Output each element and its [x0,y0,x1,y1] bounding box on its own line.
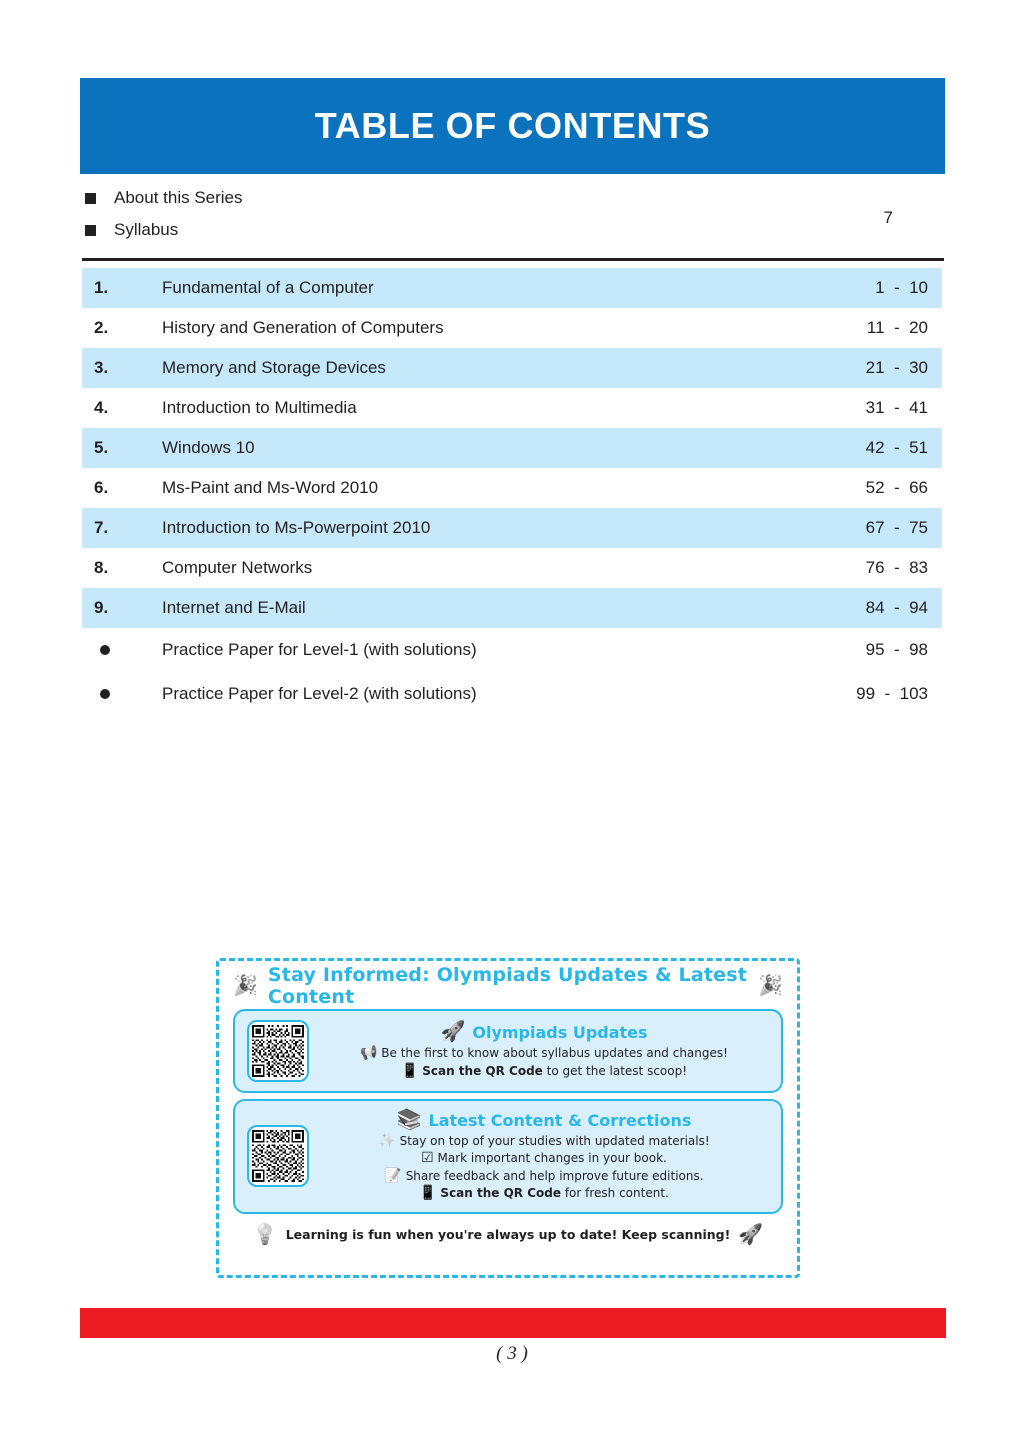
chapter-title: Windows 10 [162,438,255,457]
chapter-page-range: 1 - 10 [875,278,928,297]
table-row[interactable] [82,428,942,468]
promo-title-row [233,964,783,1008]
chapter-number: 4. [94,398,109,417]
table-row[interactable] [82,548,942,588]
chapter-title: Practice Paper for Level-1 (with solutions) [162,640,477,659]
promo-box [216,958,800,1278]
memo-icon: 📝 [384,1167,402,1184]
table-row[interactable] [82,628,942,672]
promo-card-line-text: Be the first to know about syllabus updates and changes! [381,1046,728,1061]
chapter-number: 2. [94,318,109,337]
frontmatter-list [80,182,945,254]
promo-card-line-text: Share feedback and help improve future editions. [405,1168,704,1183]
chapter-number: 5. [94,438,109,457]
qr-code-olympiads-updates[interactable] [247,1020,309,1082]
promo-card-heading-text: Latest Content & Corrections [428,1110,692,1130]
promo-card-line [319,1150,769,1167]
promo-card-line-text: for fresh content. [561,1186,669,1201]
party-popper-icon: 🎉 [758,975,783,997]
party-popper-icon: 🎉 [233,975,258,997]
chapter-number: 1. [94,278,109,297]
light-bulb-icon: 💡 [252,1223,278,1246]
sparkles-icon: ✨ [378,1133,396,1149]
chapter-number: 6. [94,478,109,497]
chapter-page-range: 99 - 103 [856,684,928,703]
promo-card-olympiads-updates [233,1009,783,1093]
chapter-page-range: 21 - 30 [865,358,928,377]
megaphone-icon: 📢 [360,1045,378,1062]
books-icon: 📚 [396,1109,422,1131]
chapter-number: 8. [94,558,109,577]
rocket-icon: 🚀 [738,1223,764,1246]
mobile-scan-icon: 📱 [419,1185,437,1202]
chapter-page-range: 95 - 98 [865,640,928,659]
promo-card-line-text: to get the latest scoop! [542,1063,688,1078]
table-row[interactable] [82,468,942,508]
chapter-title: Ms-Paint and Ms-Word 2010 [162,478,379,497]
chapter-page-range: 84 - 94 [865,598,928,617]
promo-card-body [319,1022,769,1080]
table-row[interactable] [82,588,942,628]
promo-card-heading [319,1110,769,1130]
chapter-title: Introduction to Multimedia [162,398,357,417]
frontmatter-page-number: 7 [883,208,893,227]
promo-card-line [319,1063,769,1080]
footer-red-bar [80,1308,946,1338]
chapter-title: Memory and Storage Devices [162,358,386,377]
mobile-scan-icon: 📱 [400,1062,419,1079]
promo-card-line [319,1045,769,1062]
chapter-page-range: 67 - 75 [865,518,928,537]
qr-code-latest-content[interactable] [247,1125,309,1187]
frontmatter-item-syllabus[interactable] [80,214,945,246]
promo-footer-text: Learning is fun when you're always up to date! Keep scanning! [285,1227,731,1243]
table-row[interactable] [82,672,942,716]
promo-card-heading-text: Olympiads Updates [472,1022,648,1042]
page-number: ( 3 ) [496,1343,528,1364]
header-divider [82,258,944,261]
chapter-page-range: 11 - 20 [866,318,928,337]
chapter-page-range: 76 - 83 [865,558,928,577]
chapter-title: Practice Paper for Level-2 (with solutions) [162,684,477,703]
qr-code-svg [252,1025,304,1077]
square-bullet-icon [85,225,96,236]
check-box-icon: ☑ [421,1150,434,1167]
chapter-title: Computer Networks [162,558,313,577]
chapter-title: History and Generation of Computers [162,318,444,337]
chapter-number: 9. [94,598,109,617]
qr-code-svg [252,1130,304,1182]
chapter-title: Fundamental of a Computer [162,278,374,297]
table-row[interactable] [82,308,942,348]
promo-card-line-bold: Scan the QR Code [422,1063,543,1078]
chapter-page-range: 52 - 66 [865,478,928,497]
chapter-title: Internet and E-Mail [162,598,306,617]
square-bullet-icon [85,193,96,204]
promo-card-latest-content [233,1099,783,1214]
promo-card-line-text: Stay on top of your studies with updated materials! [399,1134,710,1148]
table-row[interactable] [82,508,942,548]
table-row[interactable] [82,268,942,308]
promo-card-line [319,1168,769,1185]
round-bullet-icon [94,689,162,699]
frontmatter-item-label: Syllabus [114,220,179,239]
promo-card-line-bold: Scan the QR Code [440,1186,561,1201]
rocket-icon: 🚀 [440,1021,466,1044]
round-bullet-icon [94,645,162,655]
chapter-page-range: 31 - 41 [865,398,928,417]
promo-card-heading [319,1022,769,1042]
promo-card-line-text: Mark important changes in your book. [437,1151,667,1166]
page-title: TABLE OF CONTENTS [314,105,711,146]
promo-card-body [319,1110,769,1203]
chapter-number: 7. [94,518,109,537]
promo-title: Stay Informed: Olympiads Updates & Latest Content [267,964,748,1008]
chapter-title: Introduction to Ms-Powerpoint 2010 [162,518,431,537]
table-row[interactable] [82,388,942,428]
contents-table [82,268,942,716]
toc-header-bar [80,78,945,174]
chapter-page-range: 42 - 51 [865,438,928,457]
frontmatter-item-label: About this Series [114,188,243,207]
frontmatter-item-about-this-series[interactable] [80,182,945,214]
chapter-number: 3. [94,358,109,377]
promo-footer [233,1225,783,1245]
promo-card-line [319,1133,769,1150]
table-row[interactable] [82,348,942,388]
promo-card-line [319,1185,769,1202]
